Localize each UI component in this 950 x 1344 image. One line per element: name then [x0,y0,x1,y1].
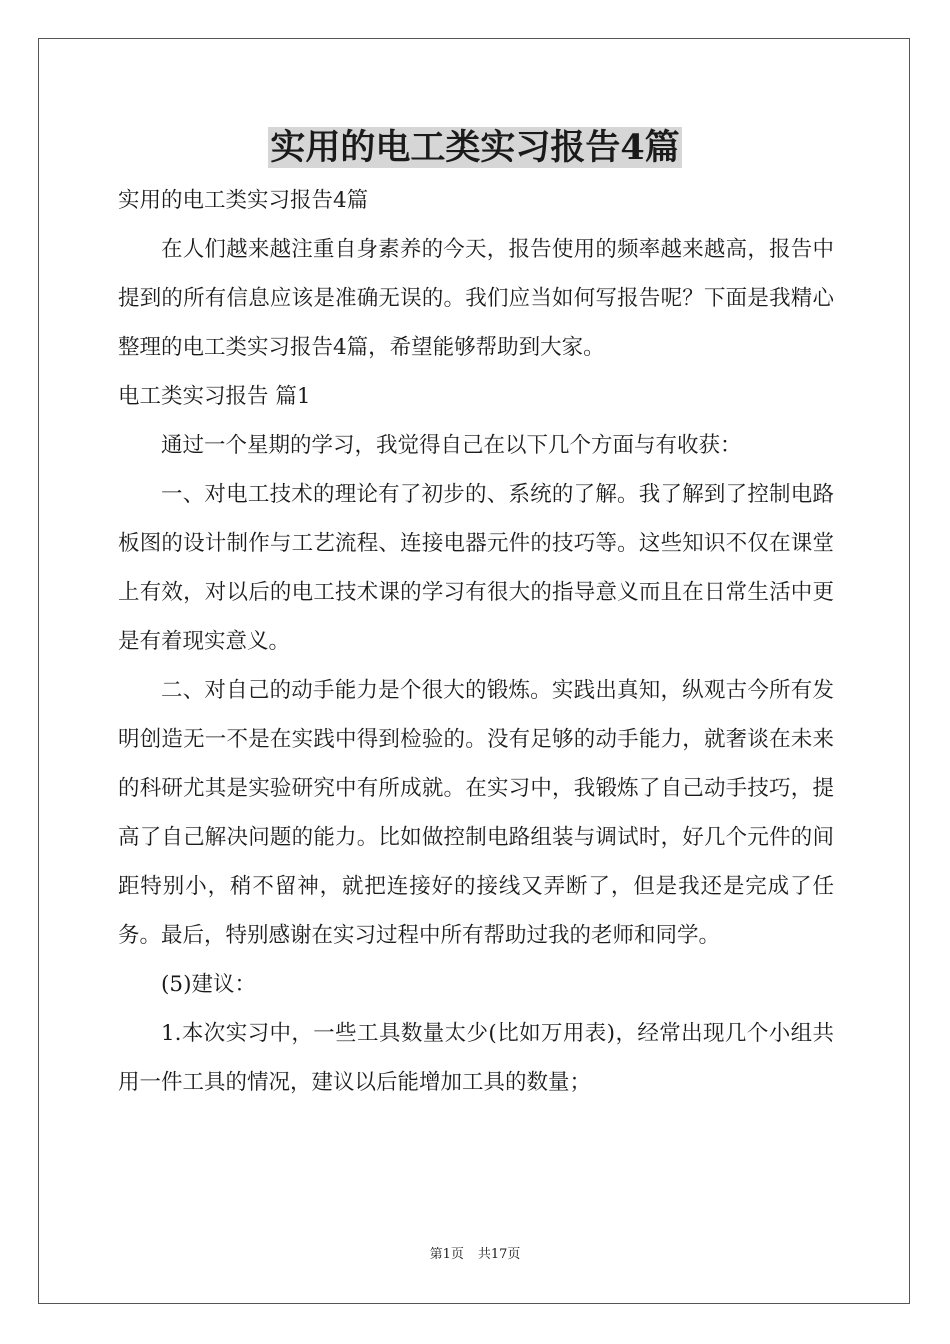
body-paragraph: (5)建议： [161,972,256,997]
document-subtitle: 实用的电工类实习报告4篇 [118,188,369,213]
document-title [0,126,950,170]
body-paragraph: 二、对自己的动手能力是个很大的锻炼。实践出真知，纵观古今所有发明创造无一不是在实践中得到检验的。没有足够的动手能力，就奢谈在未来的科研尤其是实验研究中有所成就。在实习中，我锻炼了自己动手技巧，提高了自己解决问题的能力。比如做控制电路组装与调试时，好几个元件的间距特别小，稍不留神，就把连接好的接线又弄断了，但是我还是完成了任务。最后，特别感谢在实习过程中所有帮助过我的老师和同学。 [118,678,834,948]
section-heading: 电工类实习报告 篇1 [118,384,311,409]
page-footer [0,1246,950,1264]
document-body [118,176,834,1107]
page-number: 第1页 [429,1247,464,1262]
document-title-text: 实用的电工类实习报告4篇 [270,127,680,168]
body-paragraph: 通过一个星期的学习，我觉得自己在以下几个方面与有收获： [161,433,742,458]
body-paragraph: 一、对电工技术的理论有了初步的、系统的了解。我了解到了控制电路板图的设计制作与工艺流程、连接电器元件的技巧等。这些知识不仅在课堂上有效，对以后的电工技术课的学习有很大的指导意义而且在日常生活中更是有着现实意义。 [118,482,834,654]
body-paragraph: 1.本次实习中，一些工具数量太少(比如万用表)，经常出现几个小组共用一件工具的情况，建议以后能增加工具的数量； [118,1021,834,1095]
page-total: 共17页 [477,1247,521,1262]
intro-paragraph: 在人们越来越注重自身素养的今天，报告使用的频率越来越高，报告中提到的所有信息应该是准确无误的。我们应当如何写报告呢？下面是我精心整理的电工类实习报告4篇，希望能够帮助到大家。 [118,237,834,360]
